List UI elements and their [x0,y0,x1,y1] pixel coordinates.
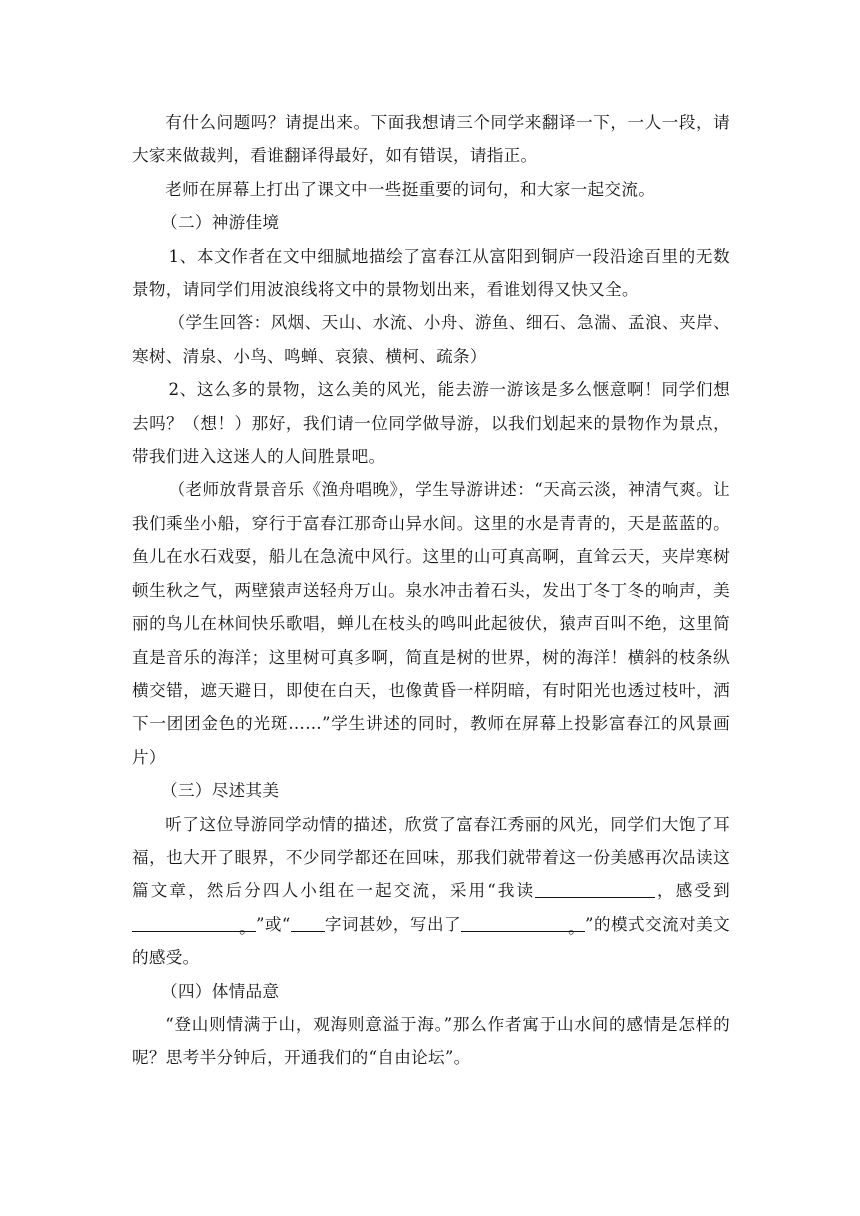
document-body [132,106,730,1075]
paragraph-group-exchange [132,808,730,975]
paragraph-task-2: 2、这么多的景物，这么美的风光，能去游一游该是多么惬意啊！同学们想去吗？（想！）那好，我们请一位同学做导游，以我们划起来的景物作为景点，带我们进入这迷人的人间胜景吧。 [132,380,730,467]
paragraph-teacher-screen: 老师在屏幕上打出了课文中一些挺重要的词句，和大家一起交流。 [165,179,656,199]
paragraph-forum: “登山则情满于山，观海则意溢于海。”那么作者寓于山水间的感情是怎样的呢？思考半分钟后，开通我们的“自由论坛”。 [132,1014,730,1068]
fill-blank [461,911,586,937]
text-segment: 字词甚妙，写出了 [324,914,462,934]
paragraph-student-answer: （学生回答：风烟、天山、水流、小舟、游鱼、细石、急湍、孟浪、夹岸、寒树、清泉、小鸟、鸣蝉、哀猿、横柯、疏条） [132,313,730,366]
text-segment: ”的模式交流对美文的感受。 [132,914,730,968]
paragraph-questions: 有什么问题吗？请提出来。下面我想请三个同学来翻译一下，一人一段，请大家来做裁判，看谁翻译得最好，如有错误，请指正。 [132,113,730,166]
text-segment: ，感受到 [655,881,730,901]
section-heading-2: （二）神游佳境 [161,213,280,233]
section-heading-3: （三）尽述其美 [161,781,280,801]
section-heading-4: （四）体情品意 [161,981,280,1001]
text-segment: 听了这位导游同学动情的描述，欣赏了富春江秀丽的风光，同学们大饱了耳福，也大开了眼界，不少同学都还在回味，那我们就带着这一份美感再次品读这篇文章，然后分四人小组在一起交流，采用“我读 [132,814,730,901]
fill-blank [535,877,655,898]
text-segment: ”或“ [256,914,291,934]
blank-period: 。 [568,917,586,937]
paragraph-guide-narration: （老师放背景音乐《渔舟唱晚》，学生导游讲述：“天高云淡，神清气爽。让我们乘坐小船，穿行于富春江那奇山异水间。这里的水是青青的，天是蓝蓝的。鱼儿在水石戏耍，船儿在急流中风行。这里的山可真高啊，直耸云天，夹岸寒树顿生秋之气，两壁猿声送轻舟万山。泉水冲击着石头，发出丁冬丁冬的响声，美丽的鸟儿在林间快乐歌唱，蝉儿在枝头的鸣叫此起彼伏，猿声百叫不绝，这里简直是音乐的海洋；这里树可真多啊，简直是树的世界，树的海洋！横斜的枝条纵横交错，遮天避日，即使在白天，也像黄昏一样阴暗，有时阳光也透过枝叶，洒下一团团金色的光斑……”学生讲述的同时，教师在屏幕上投影富春江的风景画片） [132,480,730,767]
blank-period: 。 [239,917,256,937]
fill-blank [132,911,256,937]
paragraph-task-1: 1、本文作者在文中细腻地描绘了富春江从富阳到铜庐一段沿途百里的无数景物，请同学们用波浪线将文中的景物划出来，看谁划得又快又全。 [132,246,730,300]
fill-blank [291,911,325,932]
